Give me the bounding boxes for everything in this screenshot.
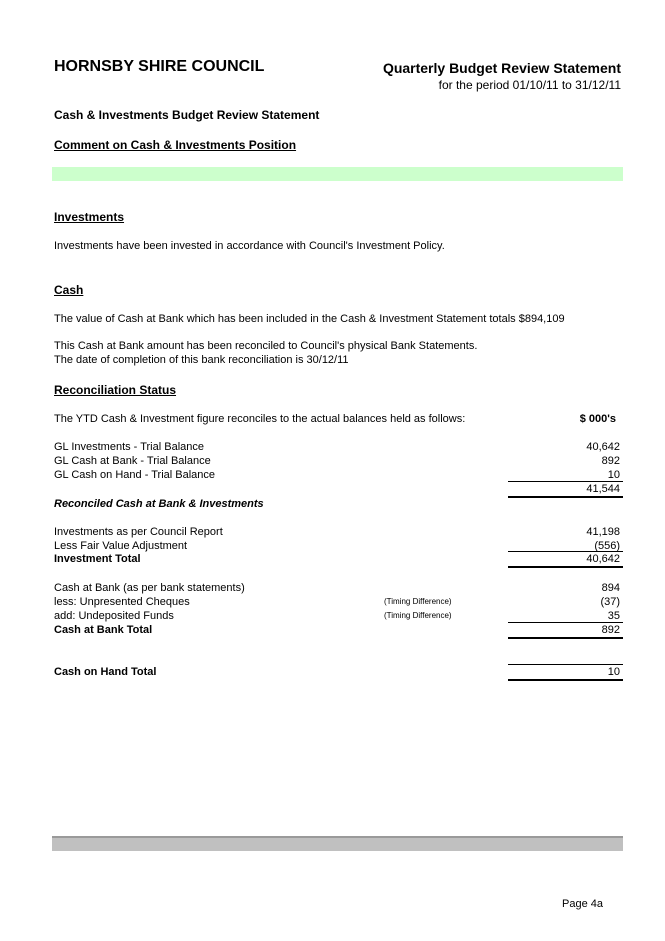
row-value: 894 (601, 582, 620, 594)
investment-total-row (54, 552, 622, 566)
investment-total-label: Investment Total (54, 553, 141, 565)
units-label: $ 000's (579, 413, 616, 425)
row-label: GL Investments - Trial Balance (54, 441, 204, 453)
gl-total-row (54, 482, 622, 496)
page-number: Page 4a (562, 898, 603, 910)
table-row (54, 454, 622, 468)
statement-title: Cash & Investments Budget Review Statement (54, 108, 320, 122)
council-name: HORNSBY SHIRE COUNCIL (54, 58, 265, 75)
table-row (54, 440, 622, 454)
reconciliation-intro: The YTD Cash & Investment figure reconciles to the actual balances held as follows: (54, 413, 466, 425)
investments-heading: Investments (54, 210, 125, 224)
row-label: GL Cash on Hand - Trial Balance (54, 469, 216, 481)
reconciled-label: Reconciled Cash at Bank & Investments (54, 498, 264, 510)
row-label: less: Unpresented Cheques (54, 596, 190, 608)
row-value: 10 (607, 469, 620, 481)
total-rule (508, 566, 623, 568)
total-rule (508, 637, 623, 639)
row-label: Investments as per Council Report (54, 526, 223, 538)
bank-total-row (54, 623, 622, 637)
reconciliation-heading: Reconciliation Status (54, 383, 177, 397)
comment-band (52, 167, 623, 181)
row-value: 40,642 (586, 441, 620, 453)
bank-total-label: Cash at Bank Total (54, 624, 153, 636)
row-label: add: Undeposited Funds (54, 610, 174, 622)
row-label: Less Fair Value Adjustment (54, 540, 188, 552)
timing-note: (Timing Difference) (384, 611, 452, 620)
investment-total-value: 40,642 (586, 553, 620, 565)
row-value: 41,198 (586, 526, 620, 538)
row-value: 35 (607, 610, 620, 622)
report-title: Quarterly Budget Review Statement (382, 60, 621, 76)
table-row (54, 468, 622, 482)
bank-total-value: 892 (601, 624, 620, 636)
cash-text-2: This Cash at Bank amount has been reconciled to Council's physical Bank Statements. (54, 340, 478, 352)
cash-text-3: The date of completion of this bank reconciliation is 30/12/11 (54, 354, 349, 366)
hand-total-value: 10 (607, 666, 620, 678)
report-period: for the period 01/10/11 to 31/12/11 (438, 78, 621, 92)
reconciled-label-row (54, 497, 622, 511)
comment-heading: Comment on Cash & Investments Position (54, 138, 297, 152)
table-row (54, 581, 622, 595)
table-row (54, 595, 622, 609)
row-value: (37) (600, 596, 620, 608)
table-row (54, 609, 622, 623)
hand-total-label: Cash on Hand Total (54, 666, 157, 678)
table-row (54, 525, 622, 539)
row-value: 892 (601, 455, 620, 467)
timing-note: (Timing Difference) (384, 597, 452, 606)
row-value: (556) (594, 540, 620, 552)
row-label: Cash at Bank (as per bank statements) (54, 582, 245, 594)
footer-band (52, 836, 623, 851)
cash-text-1: The value of Cash at Bank which has been included in the Cash & Investment Statement totals $894,109 (54, 313, 565, 325)
gl-total-value: 41,544 (586, 483, 620, 495)
reconciliation-intro-row (54, 412, 622, 426)
total-rule (508, 679, 623, 681)
investments-text: Investments have been invested in accordance with Council's Investment Policy. (54, 240, 445, 252)
hand-total-row (54, 665, 622, 679)
cash-heading: Cash (54, 283, 84, 297)
row-label: GL Cash at Bank - Trial Balance (54, 455, 211, 467)
